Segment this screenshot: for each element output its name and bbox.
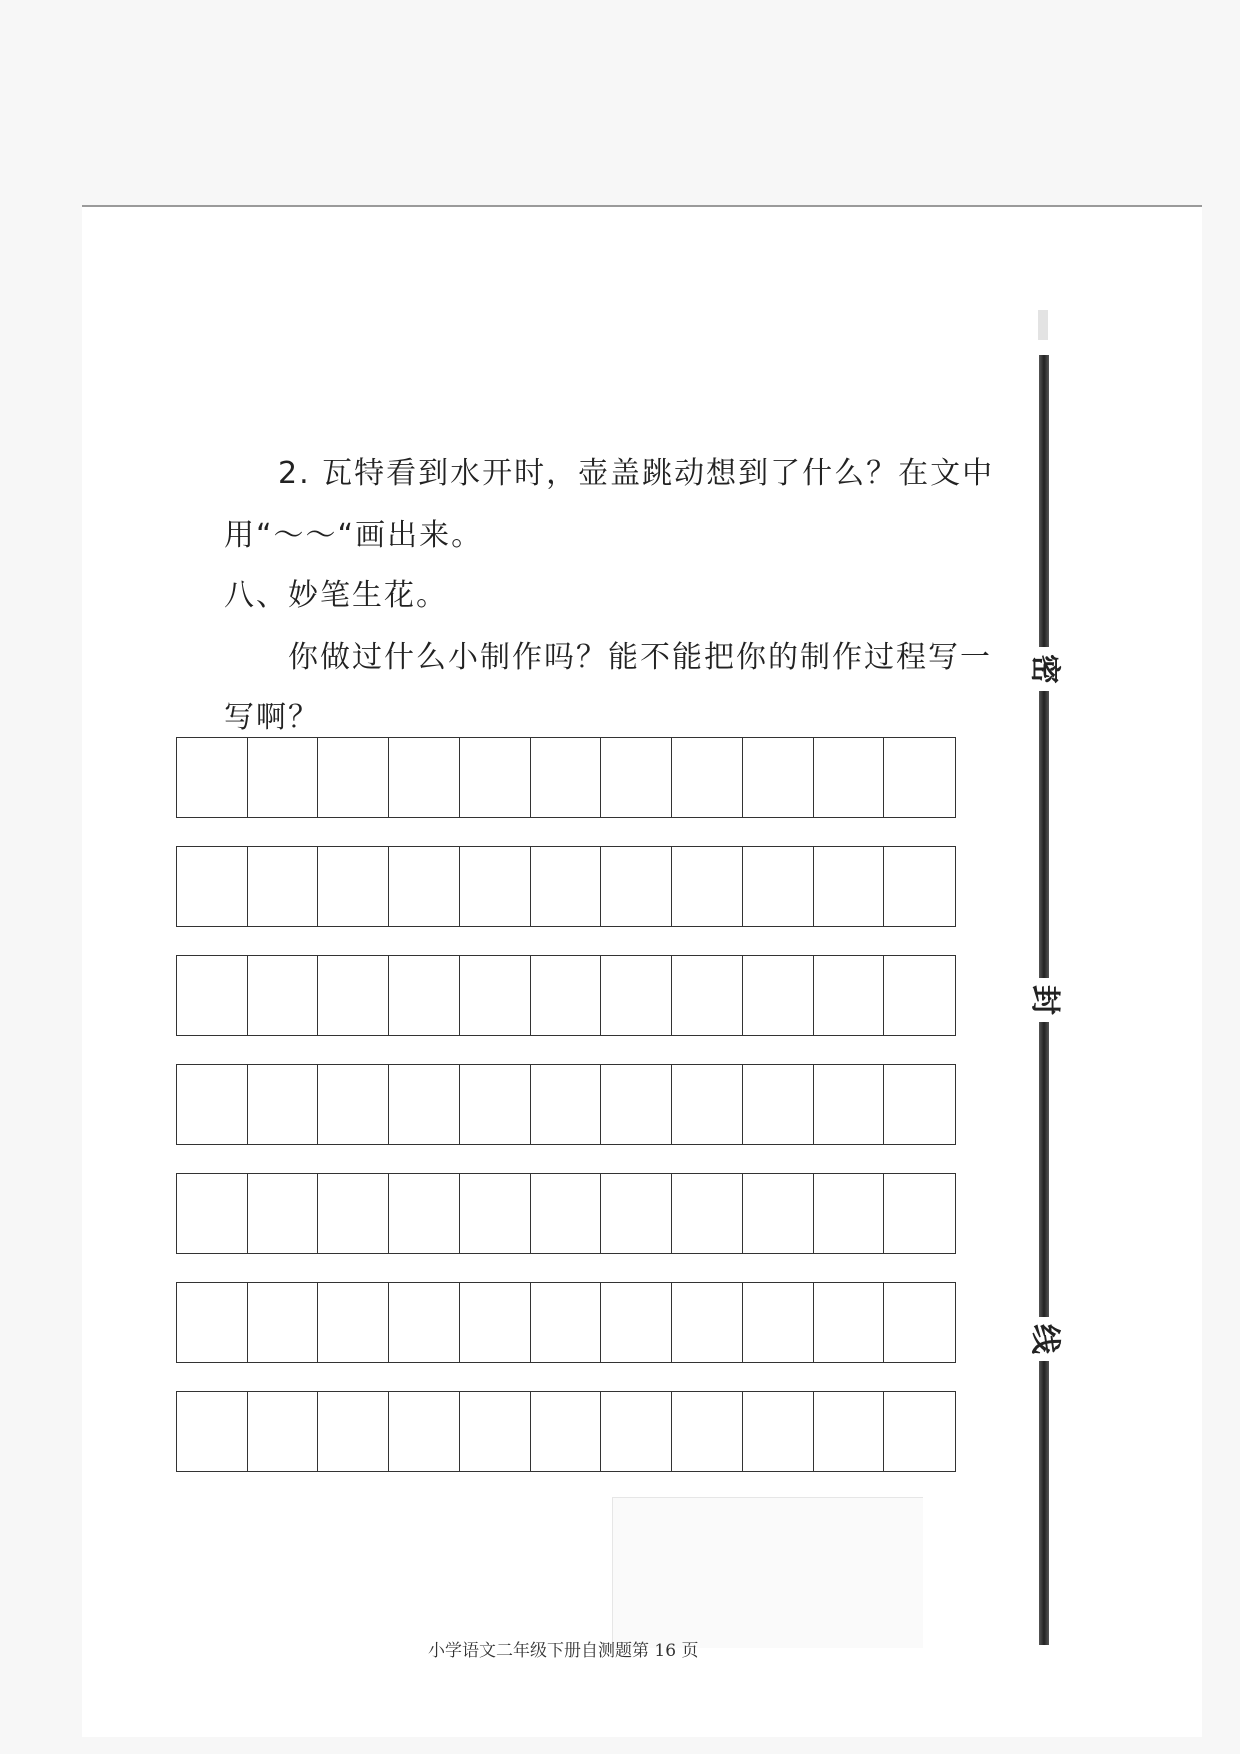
grid-cell[interactable] <box>318 1283 389 1362</box>
binding-label-xian: 线 <box>1022 1317 1066 1361</box>
grid-cell[interactable] <box>884 847 955 926</box>
binding-label-feng: 封 <box>1022 978 1066 1022</box>
grid-cell[interactable] <box>814 1065 885 1144</box>
grid-cell[interactable] <box>177 1065 248 1144</box>
grid-cell[interactable] <box>177 1283 248 1362</box>
question-2-line-1: 2. 瓦特看到水开时，壶盖跳动想到了什么？在文中 <box>278 456 995 491</box>
grid-cell[interactable] <box>814 738 885 817</box>
grid-cell[interactable] <box>601 1392 672 1471</box>
grid-cell[interactable] <box>743 956 814 1035</box>
grid-cell[interactable] <box>177 1174 248 1253</box>
grid-cell[interactable] <box>672 1283 743 1362</box>
grid-cell[interactable] <box>460 738 531 817</box>
grid-cell[interactable] <box>248 1283 319 1362</box>
grid-cell[interactable] <box>389 1283 460 1362</box>
grid-cell[interactable] <box>318 1392 389 1471</box>
grid-cell[interactable] <box>318 738 389 817</box>
grid-cell[interactable] <box>672 1065 743 1144</box>
grid-cell[interactable] <box>389 847 460 926</box>
grid-cell[interactable] <box>460 1283 531 1362</box>
grid-cell[interactable] <box>672 1392 743 1471</box>
grid-cell[interactable] <box>389 956 460 1035</box>
grid-cell[interactable] <box>743 1065 814 1144</box>
section-8-title: 八、妙笔生花。 <box>224 578 448 613</box>
grid-cell[interactable] <box>601 738 672 817</box>
grid-cell[interactable] <box>743 738 814 817</box>
grid-cell[interactable] <box>389 1065 460 1144</box>
writing-grid[interactable] <box>176 737 956 1504</box>
grid-cell[interactable] <box>389 738 460 817</box>
grid-cell[interactable] <box>672 738 743 817</box>
grid-cell[interactable] <box>460 956 531 1035</box>
grid-cell[interactable] <box>248 1065 319 1144</box>
writing-prompt-line-1: 你做过什么小制作吗？能不能把你的制作过程写一 <box>288 640 992 675</box>
grid-cell[interactable] <box>743 1392 814 1471</box>
grid-cell[interactable] <box>531 847 602 926</box>
grid-cell[interactable] <box>814 847 885 926</box>
grid-cell[interactable] <box>672 1174 743 1253</box>
grid-cell[interactable] <box>248 738 319 817</box>
grid-cell[interactable] <box>531 1065 602 1144</box>
grid-cell[interactable] <box>177 1392 248 1471</box>
grid-cell[interactable] <box>814 956 885 1035</box>
grid-cell[interactable] <box>884 1065 955 1144</box>
grid-cell[interactable] <box>601 1065 672 1144</box>
grid-cell[interactable] <box>318 956 389 1035</box>
grid-cell[interactable] <box>318 1174 389 1253</box>
grid-cell[interactable] <box>460 1392 531 1471</box>
grid-cell[interactable] <box>814 1392 885 1471</box>
grid-cell[interactable] <box>743 1174 814 1253</box>
grid-cell[interactable] <box>248 847 319 926</box>
grid-cell[interactable] <box>601 1283 672 1362</box>
grid-cell[interactable] <box>601 847 672 926</box>
grid-cell[interactable] <box>460 847 531 926</box>
grid-row <box>176 737 956 818</box>
grid-cell[interactable] <box>248 1174 319 1253</box>
grid-cell[interactable] <box>884 956 955 1035</box>
grid-cell[interactable] <box>460 1174 531 1253</box>
grid-cell[interactable] <box>884 738 955 817</box>
grid-cell[interactable] <box>389 1392 460 1471</box>
grid-cell[interactable] <box>884 1392 955 1471</box>
grid-cell[interactable] <box>177 847 248 926</box>
question-2-line-2: 用“～～“画出来。 <box>224 518 484 553</box>
grid-cell[interactable] <box>248 956 319 1035</box>
grid-row <box>176 846 956 927</box>
grid-cell[interactable] <box>531 956 602 1035</box>
grid-cell[interactable] <box>389 1174 460 1253</box>
page-footer: 小学语文二年级下册自测题第 16 页 <box>428 1641 699 1661</box>
grid-row <box>176 955 956 1036</box>
grid-cell[interactable] <box>248 1392 319 1471</box>
grid-cell[interactable] <box>672 847 743 926</box>
grid-cell[interactable] <box>531 1283 602 1362</box>
grid-cell[interactable] <box>460 1065 531 1144</box>
writing-prompt-line-2: 写啊？ <box>224 700 320 735</box>
grid-cell[interactable] <box>743 847 814 926</box>
grid-row <box>176 1173 956 1254</box>
grid-cell[interactable] <box>177 738 248 817</box>
grid-cell[interactable] <box>814 1174 885 1253</box>
grid-cell[interactable] <box>601 956 672 1035</box>
grid-cell[interactable] <box>531 1392 602 1471</box>
grid-row <box>176 1282 956 1363</box>
grid-cell[interactable] <box>884 1174 955 1253</box>
grid-cell[interactable] <box>601 1174 672 1253</box>
grid-cell[interactable] <box>884 1283 955 1362</box>
grid-cell[interactable] <box>531 738 602 817</box>
binding-strip-top <box>1038 310 1048 340</box>
grid-cell[interactable] <box>743 1283 814 1362</box>
grid-cell[interactable] <box>318 1065 389 1144</box>
grid-row <box>176 1064 956 1145</box>
binding-label-mi: 密 <box>1022 647 1066 691</box>
grid-cell[interactable] <box>531 1174 602 1253</box>
covered-patch <box>612 1497 923 1648</box>
grid-cell[interactable] <box>814 1283 885 1362</box>
grid-cell[interactable] <box>318 847 389 926</box>
grid-row <box>176 1391 956 1472</box>
grid-cell[interactable] <box>672 956 743 1035</box>
grid-cell[interactable] <box>177 956 248 1035</box>
